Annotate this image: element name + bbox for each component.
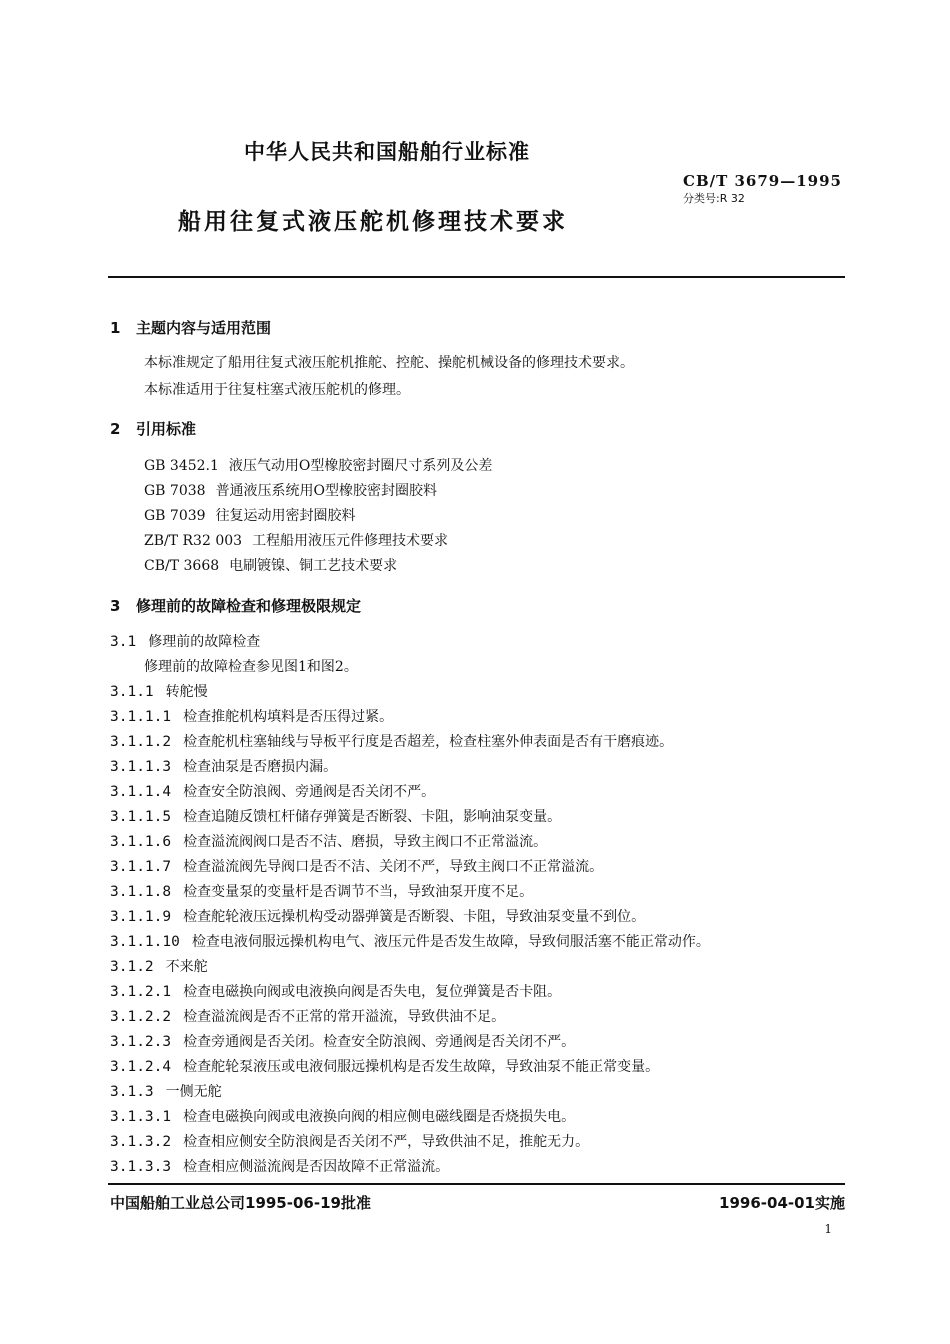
clause	[110, 806, 561, 826]
section-title: 修理前的故障检查和修理极限规定	[136, 597, 362, 615]
reference-item	[144, 455, 492, 475]
clause-text: 检查追随反馈杠杆储存弹簧是否断裂、卡阻，影响油泵变量。	[183, 809, 562, 825]
clause-number: 3.1.3.2	[110, 1134, 172, 1150]
section-3-heading	[110, 595, 361, 616]
clause-number: 3.1.1.3	[110, 759, 172, 775]
clause-text: 检查舵轮泵液压或电液伺服远操机构是否发生故障，导致油泵不能正常变量。	[183, 1059, 660, 1075]
section-number: 1	[110, 319, 121, 337]
reference-code: GB 7038	[144, 483, 206, 499]
clause	[110, 706, 393, 726]
section-1-paragraph: 本标准规定了船用往复式液压舵机推舵、控舵、操舵机械设备的修理技术要求。	[144, 355, 634, 371]
footer-divider	[108, 1183, 845, 1185]
clause-text: 检查变量泵的变量杆是否调节不当，导致油泵开度不足。	[183, 884, 534, 900]
clause-text: 检查溢流阀是否不正常的常开溢流，导致供油不足。	[183, 1009, 506, 1025]
clause	[110, 731, 673, 751]
clause	[110, 1056, 659, 1076]
section-1-paragraph: 本标准适用于往复柱塞式液压舵机的修理。	[144, 382, 410, 398]
reference-code: GB 7039	[144, 508, 206, 524]
reference-code: GB 3452.1	[144, 458, 219, 474]
clause	[110, 981, 561, 1001]
clause-number: 3.1.1.1	[110, 709, 172, 725]
clause-number: 3.1.1.9	[110, 909, 172, 925]
clause-text: 检查油泵是否磨损内漏。	[183, 759, 338, 775]
reference-item	[144, 480, 437, 500]
clause	[110, 1081, 222, 1101]
clause	[110, 1006, 505, 1026]
clause-text: 检查溢流阀先导阀口是否不洁、关闭不严，导致主阀口不正常溢流。	[183, 859, 604, 875]
clause-text: 检查相应侧溢流阀是否因故障不正常溢流。	[183, 1159, 450, 1175]
section-number: 3	[110, 597, 121, 615]
clause	[110, 631, 260, 651]
clause	[110, 956, 208, 976]
reference-item	[144, 505, 356, 525]
clause	[110, 931, 710, 951]
reference-title: 往复运动用密封圈胶料	[215, 508, 356, 524]
section-1-heading	[110, 317, 271, 338]
classification-number: 分类号:R 32	[683, 192, 745, 205]
page-number: 1	[824, 1222, 832, 1236]
section-title: 引用标准	[136, 420, 197, 438]
clause-text: 一侧无舵	[165, 1084, 222, 1100]
clause-number: 3.1.1	[110, 684, 154, 700]
clause-text: 检查电液伺服远操机构电气、液压元件是否发生故障，导致伺服活塞不能正常动作。	[191, 934, 710, 950]
clause	[110, 881, 533, 901]
reference-item	[144, 555, 397, 575]
reference-code: ZB/T R32 003	[144, 533, 243, 549]
effective-date: 1996-04-01实施	[719, 1194, 845, 1212]
clause	[144, 656, 358, 676]
clause-text: 检查电磁换向阀或电液换向阀是否失电，复位弹簧是否卡阻。	[183, 984, 562, 1000]
section-2-heading	[110, 418, 196, 439]
reference-title: 工程船用液压元件修理技术要求	[252, 533, 449, 549]
clause-text: 不来舵	[165, 959, 208, 975]
clause-number: 3.1.2.4	[110, 1059, 172, 1075]
header-divider	[108, 276, 845, 278]
issuing-standard-heading: 中华人民共和国船舶行业标准	[244, 140, 530, 164]
reference-title: 液压气动用O型橡胶密封圈尺寸系列及公差	[228, 458, 493, 474]
clause-number: 3.1.1.8	[110, 884, 172, 900]
clause-text: 检查旁通阀是否关闭。检查安全防浪阀、旁通阀是否关闭不严。	[183, 1034, 576, 1050]
section-number: 2	[110, 420, 121, 438]
reference-title: 普通液压系统用O型橡胶密封圈胶料	[215, 483, 438, 499]
clause-number: 3.1	[110, 634, 137, 650]
clause-number: 3.1.3.3	[110, 1159, 172, 1175]
clause-text: 检查安全防浪阀、旁通阀是否关闭不严。	[183, 784, 436, 800]
reference-item	[144, 530, 448, 550]
clause-number: 3.1.1.7	[110, 859, 172, 875]
clause-text: 检查舵机柱塞轴线与导板平行度是否超差，检查柱塞外伸表面是否有干磨痕迹。	[183, 734, 674, 750]
clause-number: 3.1.1.4	[110, 784, 172, 800]
clause-text: 修理前的故障检查参见图1和图2。	[144, 659, 358, 675]
clause-number: 3.1.1.10	[110, 934, 180, 950]
clause-text: 检查溢流阀阀口是否不洁、磨损，导致主阀口不正常溢流。	[183, 834, 548, 850]
clause-number: 3.1.1.6	[110, 834, 172, 850]
clause-number: 3.1.1.5	[110, 809, 172, 825]
clause	[110, 831, 547, 851]
clause	[110, 756, 337, 776]
approval-date: 中国船舶工业总公司1995-06-19批准	[110, 1194, 371, 1212]
reference-code: CB/T 3668	[144, 558, 220, 574]
clause	[110, 1106, 575, 1126]
clause-number: 3.1.3.1	[110, 1109, 172, 1125]
clause-text: 转舵慢	[165, 684, 208, 700]
clause	[110, 906, 645, 926]
clause	[110, 1156, 449, 1176]
clause	[110, 1131, 589, 1151]
clause-text: 检查电磁换向阀或电液换向阀的相应侧电磁线圈是否烧损失电。	[183, 1109, 576, 1125]
clause-text: 修理前的故障检查	[148, 634, 261, 650]
clause-number: 3.1.3	[110, 1084, 154, 1100]
clause	[110, 1031, 575, 1051]
clause-number: 3.1.2.3	[110, 1034, 172, 1050]
document-title: 船用往复式液压舵机修理技术要求	[178, 209, 568, 235]
clause	[110, 681, 208, 701]
clause-number: 3.1.1.2	[110, 734, 172, 750]
standard-code: CB/T 3679—1995	[683, 172, 842, 190]
clause-number: 3.1.2.2	[110, 1009, 172, 1025]
section-title: 主题内容与适用范围	[136, 319, 272, 337]
clause-text: 检查舵轮液压远操机构受动器弹簧是否断裂、卡阻，导致油泵变量不到位。	[183, 909, 646, 925]
clause-text: 检查相应侧安全防浪阀是否关闭不严，导致供油不足，推舵无力。	[183, 1134, 590, 1150]
clause-number: 3.1.2	[110, 959, 154, 975]
clause	[110, 856, 603, 876]
clause-text: 检查推舵机构填料是否压得过紧。	[183, 709, 394, 725]
clause-number: 3.1.2.1	[110, 984, 172, 1000]
clause	[110, 781, 435, 801]
reference-title: 电刷镀镍、铜工艺技术要求	[229, 558, 398, 574]
